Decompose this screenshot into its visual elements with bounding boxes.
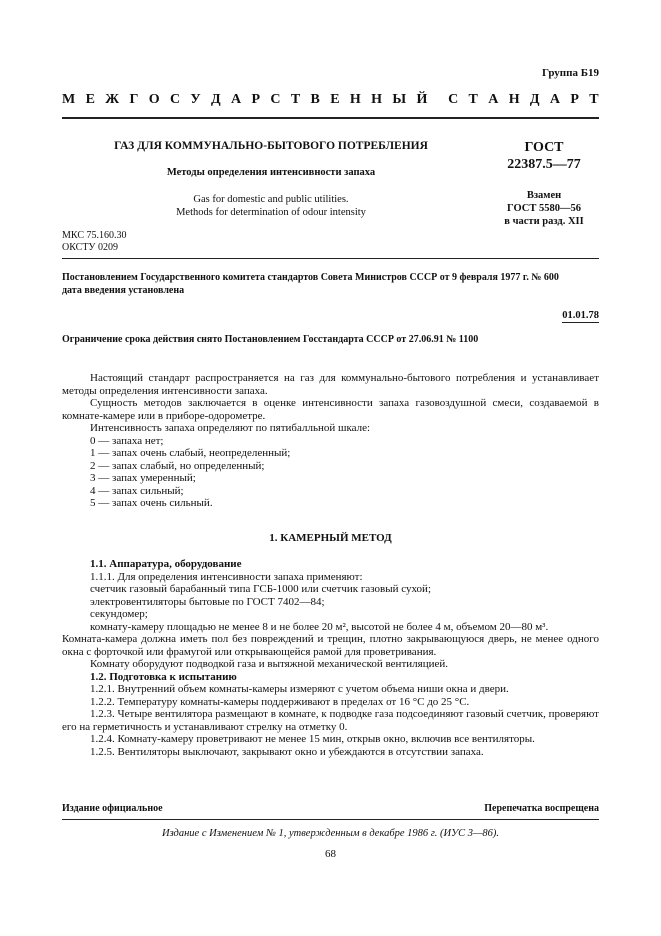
banner-letter: С <box>270 92 281 107</box>
group-code: Группа Б19 <box>542 67 599 79</box>
intro-section <box>62 372 599 510</box>
validity-note: Ограничение срока действия снято Постановлением Госстандарта СССР от 27.06.91 № 1100 <box>62 334 479 345</box>
decree-line: дата введения установлена <box>62 285 185 296</box>
gost-number <box>488 139 600 173</box>
document-subtitle: Методы определения интенсивности запаха <box>166 167 376 178</box>
banner-letter: Е <box>85 92 95 107</box>
banner-letter: Ж <box>105 92 120 107</box>
document-title: ГАЗ ДЛЯ КОММУНАЛЬНО-БЫТОВОГО ПОТРЕБЛЕНИЯ <box>114 140 428 152</box>
footer-rule <box>62 819 599 820</box>
classification-codes <box>62 230 126 253</box>
paragraph: Комнату оборудуют подводкой газа и вытяжной механической вентиляцией. <box>90 658 448 670</box>
english-title <box>62 193 480 219</box>
subsection-heading: 1.2. Подготовка к испытанию <box>90 670 237 683</box>
banner-letter: Т <box>468 92 478 107</box>
equipment-item: электровентиляторы бытовые по ГОСТ 7402—84; <box>90 595 325 608</box>
banner-letter: А <box>231 92 242 107</box>
introduction-date-value: 01.01.78 <box>562 310 599 321</box>
banner-letter: О <box>148 92 160 107</box>
replaces-standard: ГОСТ 5580—56 <box>507 203 581 214</box>
clause: 1.2.1. Внутренний объем комнаты-камеры измеряют с учетом объема ниши окна и двери. <box>90 683 509 695</box>
scale-item: 0 — запаха нет; <box>90 434 164 447</box>
banner-letter: Ы <box>392 92 407 107</box>
equipment-item: счетчик газовый барабанный типа ГСБ-1000 или счетчик газовый сухой; <box>90 583 431 595</box>
page-number: 68 <box>325 848 336 860</box>
banner-letter: Н <box>371 92 383 107</box>
banner-letter: Т <box>290 92 301 107</box>
replaces-label: Взамен <box>526 190 562 201</box>
english-title-line: Methods for determination of odour intensity <box>176 207 366 218</box>
banner-letter: А <box>488 92 499 107</box>
equipment-item: секундомер; <box>90 608 148 620</box>
paragraph: Сущность методов заключается в оценке интенсивности запаха газовоздушной смеси, создаваемой в комнате-камере или в приборе-одорометре. <box>62 397 599 422</box>
paragraph: Комната-камера должна иметь пол без повреждений и трещин, плотно закрывающуюся дверь, не менее одного окна с форточкой или фрамугой или открывающейся рамой для проветривания. <box>62 633 599 658</box>
mks-code: МКС 75.160.30 <box>62 230 127 241</box>
replaces-block <box>488 189 600 228</box>
banner-letter: Т <box>589 92 599 107</box>
scale-item: 2 — запах слабый, но определенный; <box>90 459 265 472</box>
reprint-notice: Перепечатка воспрещена <box>484 803 599 814</box>
banner-letter: Н <box>349 92 361 107</box>
gost-label: ГОСТ <box>524 140 564 155</box>
banner-letter: Й <box>416 92 428 107</box>
edition-note: Издание с Изменением № 1, утвержденным в декабре 1986 г. (ИУС 3—86). <box>162 828 499 839</box>
scale-item: 1 — запах очень слабый, неопределенный; <box>90 447 291 459</box>
banner-letter: У <box>190 92 201 107</box>
clause: 1.2.5. Вентиляторы выключают, закрывают окно и убеждаются в отсутствии запаха. <box>90 745 484 758</box>
section-1-body <box>62 558 599 758</box>
gost-code: 22387.5—77 <box>507 157 581 172</box>
okstu-code: ОКСТУ 0209 <box>62 241 119 253</box>
equipment-item: комнату-камеру площадью не менее 8 и не более 20 м², высотой не более 4 м, объемом 20—80 м³. <box>90 620 549 633</box>
introduction-date <box>562 310 599 321</box>
standard-banner <box>62 92 599 108</box>
banner-letter: Р <box>570 92 579 107</box>
section-heading: 1. КАМЕРНЫЙ МЕТОД <box>269 532 392 544</box>
clause: 1.2.4. Комнату-камеру проветривают не менее 15 мин, открыв окно, включив все вентиляторы. <box>90 733 535 745</box>
top-rule <box>62 117 599 119</box>
banner-letter: Д <box>529 92 540 107</box>
banner-letter: С <box>448 92 459 107</box>
scale-item: 5 — запах очень сильный. <box>90 497 213 509</box>
banner-letter: Р <box>251 92 261 107</box>
paragraph: Интенсивность запаха определяют по пятибалльной шкале: <box>90 422 371 434</box>
scale-item: 4 — запах сильный; <box>90 484 184 497</box>
replaces-part: в части разд. XII <box>504 216 584 227</box>
banner-letter: Д <box>211 92 221 107</box>
paragraph: Настоящий стандарт распространяется на газ для коммунально-бытового потребления и устанавливает методы определения интенсивности запаха. <box>62 372 599 397</box>
divider <box>62 258 599 259</box>
banner-letter: Е <box>330 92 340 107</box>
clause: 1.2.3. Четыре вентилятора размещают в комнате, к подводке газа подсоединяют газовый счетчик, проверяют его на герметичность и устанавливают стрелку на отметку 0. <box>62 708 599 733</box>
banner-letter: Н <box>508 92 520 107</box>
banner-letter: Г <box>129 92 139 107</box>
paragraph: 1.1.1. Для определения интенсивности запаха применяют: <box>90 570 363 583</box>
banner-letter: С <box>169 92 181 107</box>
decree-line: Постановлением Государственного комитета стандартов Совета Министров СССР от 9 февраля 1977 г. № 600 <box>62 272 559 283</box>
subsection-heading: 1.1. Аппаратура, оборудование <box>90 558 242 570</box>
banner-letter: В <box>310 92 320 107</box>
banner-letter: А <box>549 92 561 107</box>
official-edition-label: Издание официальное <box>62 803 163 814</box>
scale-item: 3 — запах умеренный; <box>90 472 196 484</box>
banner-letter: М <box>62 92 76 107</box>
english-title-line: Gas for domestic and public utilities. <box>193 194 349 205</box>
decree-text <box>62 271 599 297</box>
clause: 1.2.2. Температуру комнаты-камеры поддерживают в пределах от 16 °С до 25 °С. <box>90 695 470 708</box>
